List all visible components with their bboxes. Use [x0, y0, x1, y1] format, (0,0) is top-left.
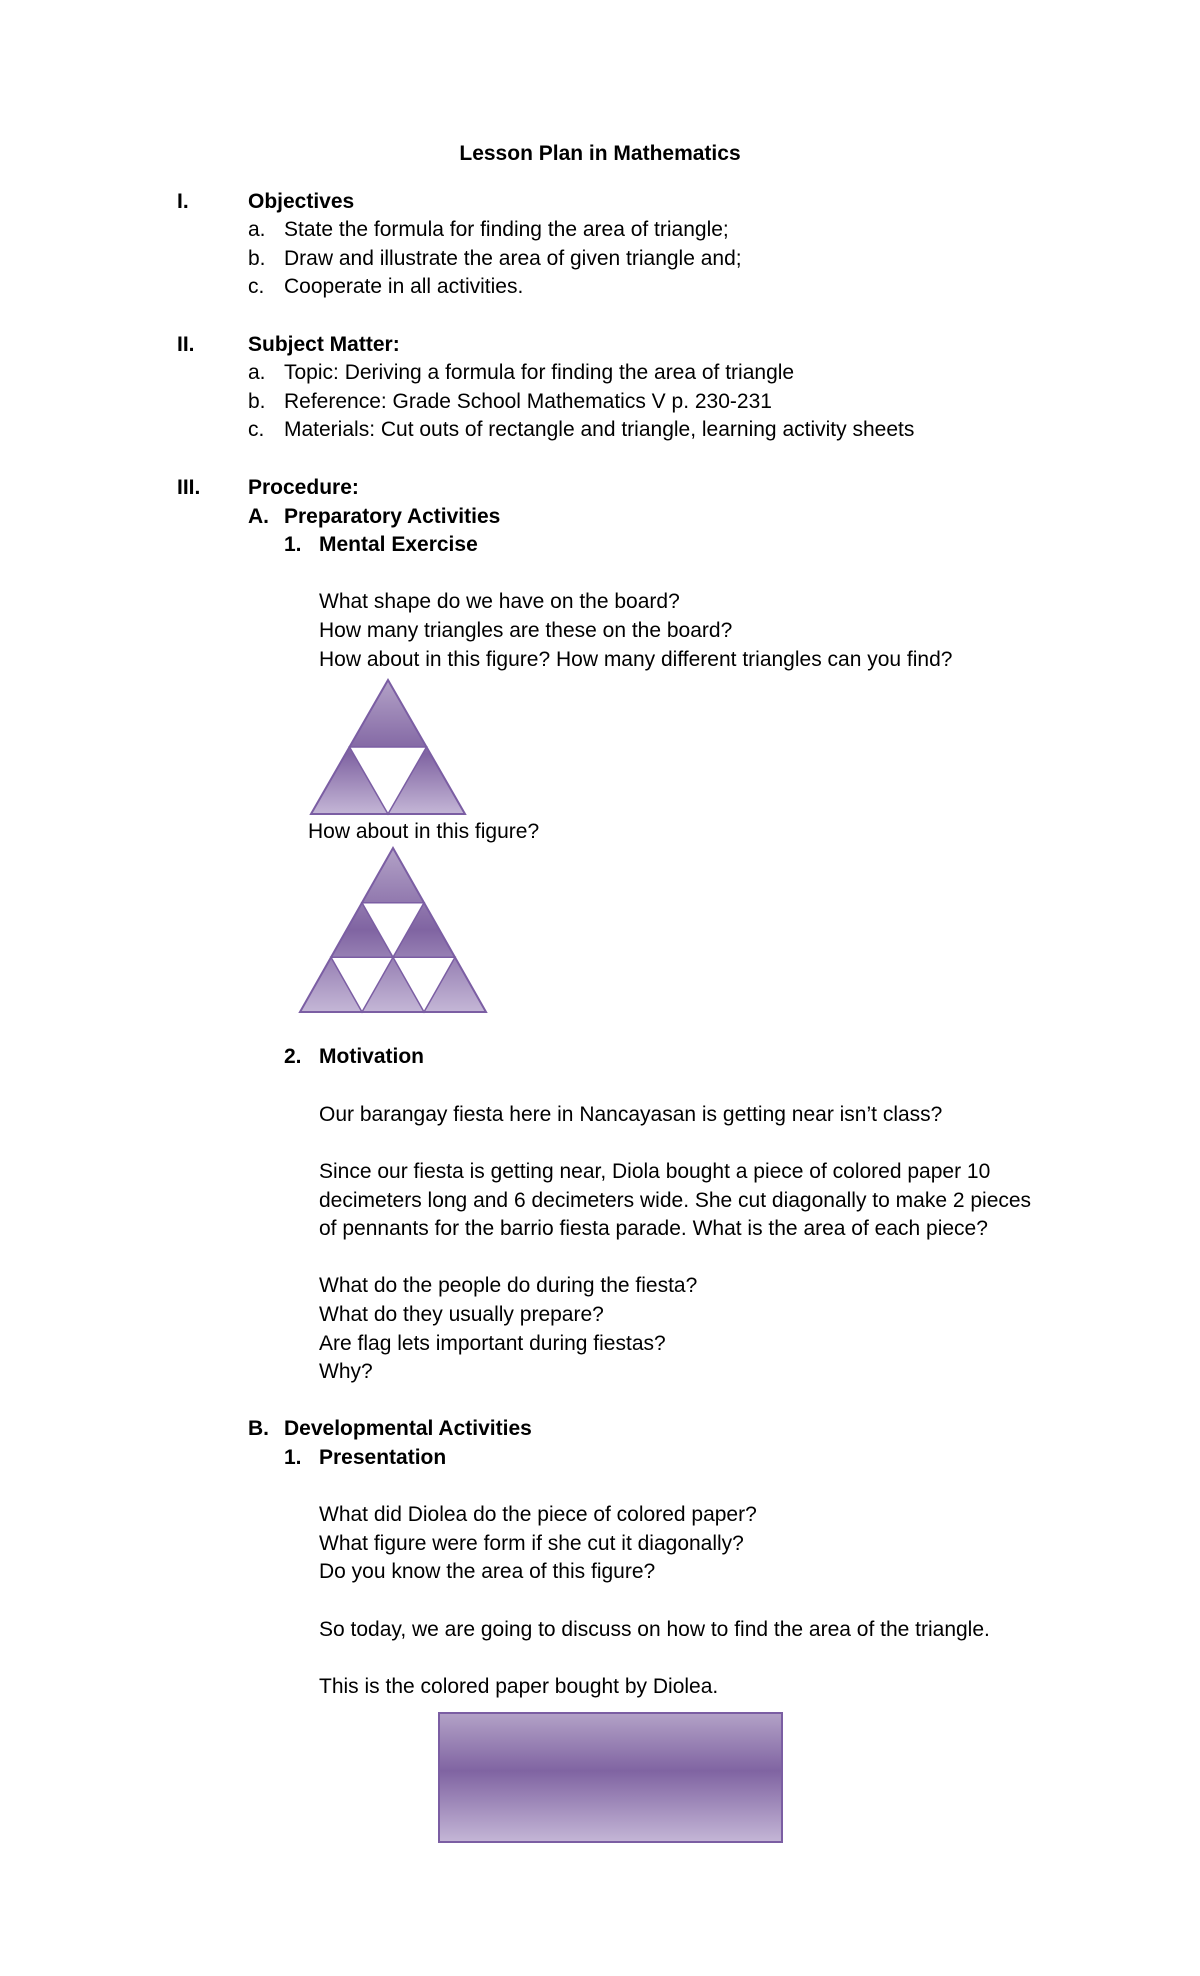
- objective-marker: c.: [248, 275, 265, 298]
- motivation-question: What do they usually prepare?: [319, 1303, 604, 1326]
- mental-exercise-heading: Mental Exercise: [319, 533, 478, 556]
- motivation-question: Are flag lets important during fiestas?: [319, 1332, 666, 1355]
- motivation-question: Why?: [319, 1360, 373, 1383]
- presentation-marker: 1.: [284, 1446, 302, 1469]
- triangle-figure-two: [298, 846, 488, 1016]
- subject-matter-item: Reference: Grade School Mathematics V p. 230-231: [284, 390, 772, 413]
- objective-item: Cooperate in all activities.: [284, 275, 524, 298]
- procedure-numeral: III.: [177, 476, 201, 499]
- preparatory-marker: A.: [248, 505, 269, 528]
- objectives-heading: Objectives: [248, 190, 355, 213]
- mental-exercise-marker: 1.: [284, 533, 302, 556]
- subject-matter-numeral: II.: [177, 333, 195, 356]
- motivation-problem-line: of pennants for the barrio fiesta parade. What is the area of each piece?: [319, 1217, 988, 1240]
- objectives-numeral: I.: [177, 190, 189, 213]
- subject-matter-item: Materials: Cut outs of rectangle and triangle, learning activity sheets: [284, 418, 915, 441]
- developmental-marker: B.: [248, 1417, 269, 1440]
- subject-matter-marker: b.: [248, 390, 266, 413]
- objective-marker: a.: [248, 218, 266, 241]
- motivation-marker: 2.: [284, 1045, 302, 1068]
- subject-matter-marker: c.: [248, 418, 265, 441]
- presentation-statement: So today, we are going to discuss on how to find the area of the triangle.: [319, 1618, 990, 1641]
- mental-exercise-line: How many triangles are these on the board?: [319, 619, 733, 642]
- procedure-heading: Procedure:: [248, 476, 359, 499]
- preparatory-heading: Preparatory Activities: [284, 505, 501, 528]
- objective-item: State the formula for finding the area of triangle;: [284, 218, 729, 241]
- subject-matter-marker: a.: [248, 361, 266, 384]
- presentation-question: Do you know the area of this figure?: [319, 1560, 656, 1583]
- colored-paper-rectangle: [438, 1712, 784, 1844]
- presentation-heading: Presentation: [319, 1446, 447, 1469]
- subject-matter-item: Topic: Deriving a formula for finding the area of triangle: [284, 361, 795, 384]
- motivation-problem-line: decimeters long and 6 decimeters wide. She cut diagonally to make 2 pieces: [319, 1189, 1032, 1212]
- subject-matter-heading: Subject Matter:: [248, 333, 400, 356]
- paper-caption: This is the colored paper bought by Diolea.: [319, 1675, 719, 1698]
- mental-exercise-line: How about in this figure? How many different triangles can you find?: [319, 648, 953, 671]
- mental-exercise-line: What shape do we have on the board?: [319, 590, 680, 613]
- objective-marker: b.: [248, 247, 266, 270]
- presentation-question: What did Diolea do the piece of colored paper?: [319, 1503, 757, 1526]
- presentation-question: What figure were form if she cut it diagonally?: [319, 1532, 744, 1555]
- motivation-question: What do the people do during the fiesta?: [319, 1274, 698, 1297]
- figure-question: How about in this figure?: [308, 820, 540, 843]
- motivation-intro: Our barangay fiesta here in Nancayasan is getting near isn’t class?: [319, 1103, 943, 1126]
- developmental-heading: Developmental Activities: [284, 1417, 532, 1440]
- objective-item: Draw and illustrate the area of given triangle and;: [284, 247, 742, 270]
- motivation-heading: Motivation: [319, 1045, 424, 1068]
- triangle-figure-one: [308, 678, 468, 818]
- motivation-problem-line: Since our fiesta is getting near, Diola bought a piece of colored paper 10: [319, 1160, 991, 1183]
- page-title: Lesson Plan in Mathematics: [459, 142, 741, 165]
- paper-shape: [439, 1713, 782, 1842]
